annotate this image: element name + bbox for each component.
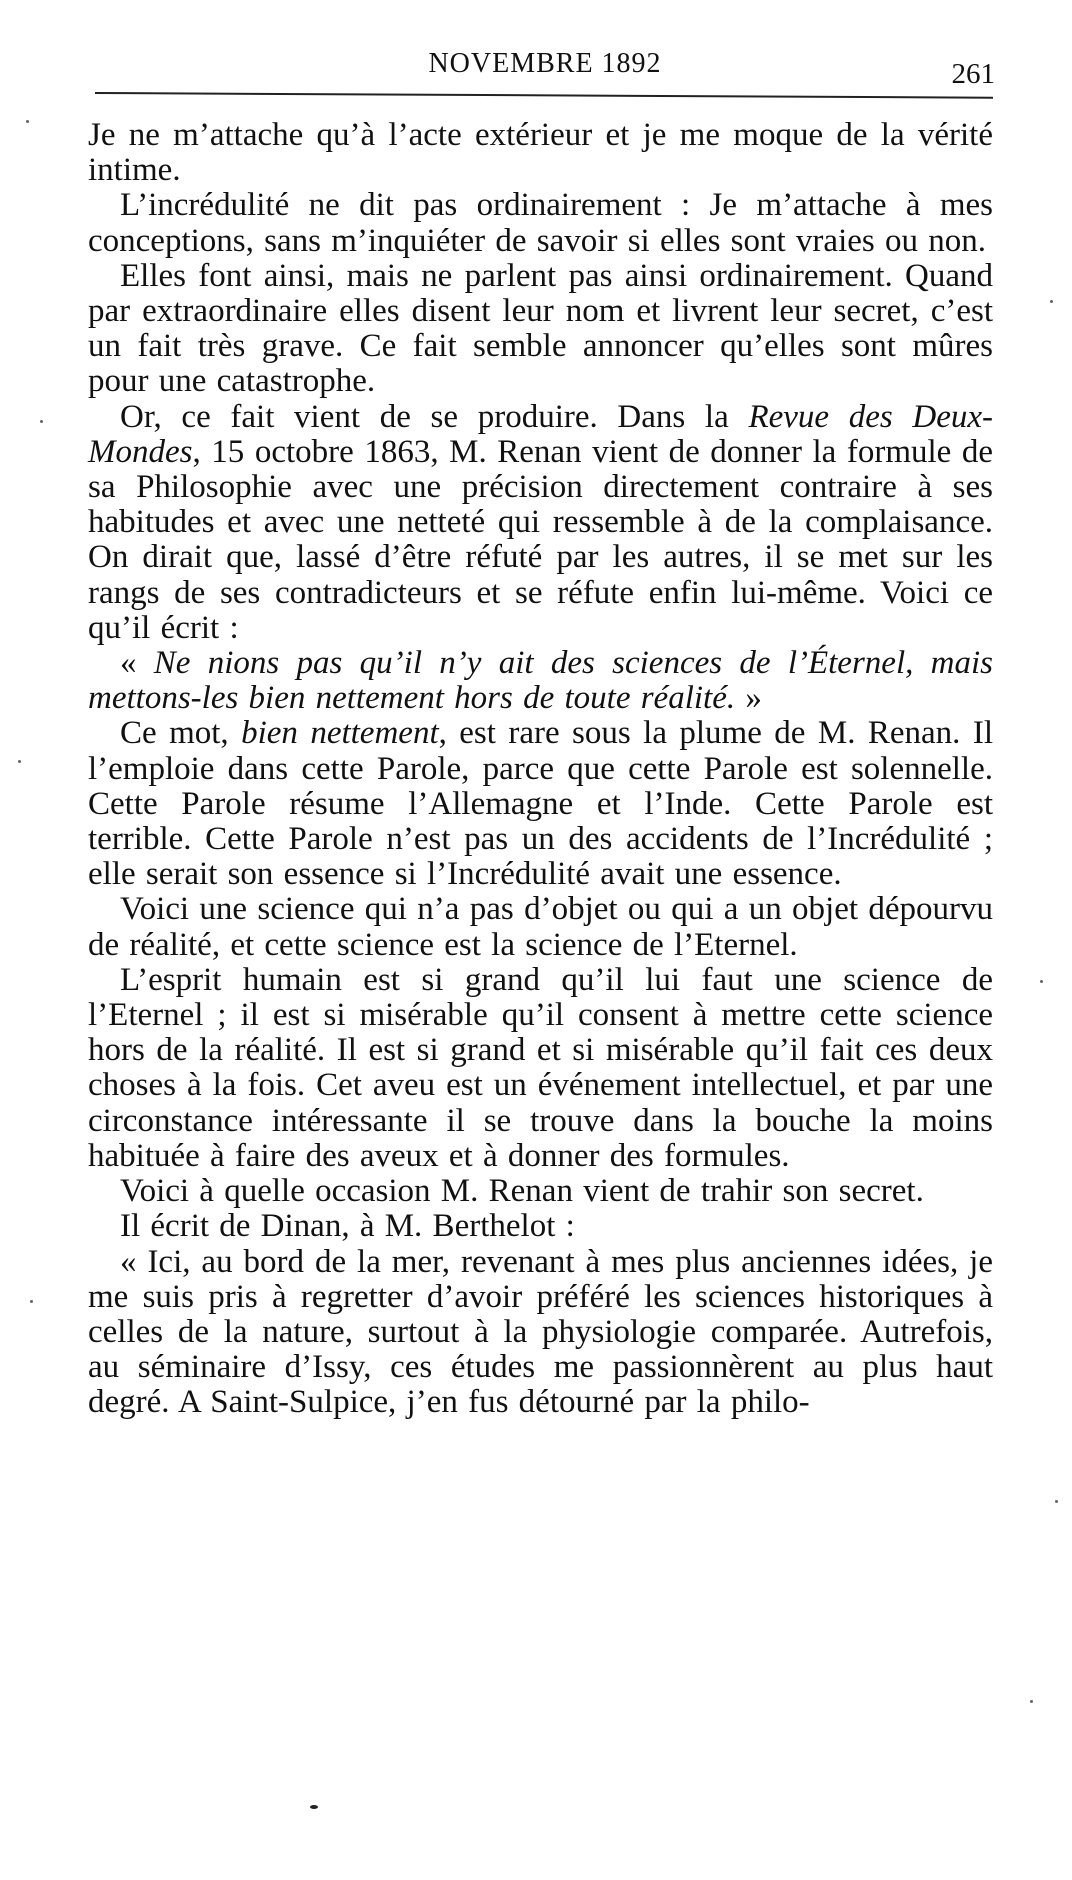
text-segment: Or, ce fait vient de se produire. Dans la — [120, 398, 749, 435]
text-segment: » — [735, 680, 762, 717]
scan-speck — [26, 120, 29, 123]
paragraph — [88, 118, 993, 188]
text-segment: Il écrit de Dinan, à M. Berthelot : — [120, 1208, 575, 1245]
running-title: NOVEMBRE 1892 — [428, 48, 662, 79]
scan-speck — [30, 1300, 33, 1303]
page-number: 261 — [951, 58, 995, 90]
paragraph — [88, 1174, 993, 1209]
italic-text: Ne nions pas qu’il n’y ait des sciences de l’Éternel, mais mettons-les bien nettement hors de toute réalité. — [88, 645, 993, 717]
scan-speck — [40, 420, 43, 423]
italic-text: bien nettement — [241, 715, 439, 752]
text-segment: Voici à quelle occasion M. Renan vient de trahir son secret. — [120, 1173, 924, 1210]
paragraph — [88, 400, 993, 646]
paragraph — [88, 1209, 993, 1244]
text-segment: Voici une science qui n’a pas d’objet ou qui a un objet dépourvu de réalité, et cette science est la science de l’Eternel. — [88, 891, 993, 963]
paragraph — [88, 963, 993, 1174]
scan-speck — [1030, 1700, 1033, 1703]
italic-text: Revue des Deux-Mondes — [88, 398, 993, 470]
text-segment: « — [120, 645, 154, 682]
scan-speck — [310, 1805, 318, 1809]
paragraph — [88, 892, 993, 962]
text-segment: , 15 octobre 1863, M. Renan vient de donner la formule de sa Philosophie avec une précision directement contraire à ses habitudes et avec une netteté qui ressemble à de la complaisance. On dirait que, lassé d’être réfuté par les autres, il se met sur les rangs de ses contradicteurs et se réfute enfin lui-même. Voici ce qu’il écrit : — [88, 433, 993, 646]
text-segment: « Ici, au bord de la mer, revenant à mes plus anciennes idées, je me suis pris à regretter d’avoir préféré les sciences historiques à celles de la nature, surtout à la physiologie comparée. Autrefois, au séminaire d’Issy, ces études me passionnèrent au plus haut degré. A Saint-Sulpice, j’en fus détourné par la philo- — [88, 1243, 993, 1421]
text-segment: Ce mot, — [120, 715, 242, 752]
paragraph — [88, 188, 993, 258]
scan-speck — [18, 760, 21, 763]
scan-speck — [1050, 300, 1053, 303]
paragraph — [88, 1245, 993, 1421]
text-segment: , est rare sous la plume de M. Renan. Il l’emploie dans cette Parole, parce que cette Parole est solennelle. Cette Parole résume l’Allemagne et l’Inde. Cette Parole est terrible. Cette Parole n’est pas un des accidents de l’Incrédulité ; elle serait son essence si l’Incrédulité avait une essence. — [88, 715, 993, 893]
text-segment: L’incrédulité ne dit pas ordinairement : Je m’attache à mes conceptions, sans m’inquiéter de savoir si elles sont vraies ou non. — [88, 187, 993, 259]
body-text — [88, 118, 993, 1421]
text-segment: Elles font ainsi, mais ne parlent pas ainsi ordinairement. Quand par extraordinaire elles disent leur nom et livrent leur secret, c’est un fait très grave. Ce fait semble annoncer qu’elles sont mûres pour une catastrophe. — [88, 257, 993, 400]
paragraph — [88, 259, 993, 400]
header-rule — [95, 92, 993, 99]
text-segment: Je ne m’attache qu’à l’acte extérieur et je me moque de la vérité intime. — [88, 117, 993, 189]
paragraph — [88, 716, 993, 892]
text-segment: L’esprit humain est si grand qu’il lui faut une science de l’Eternel ; il est si misérable qu’il consent à mettre cette science hors de la réalité. Il est si grand et si misérable qu’il fait ces deux choses à la fois. Cet aveu est un événement intellectuel, et par une circonstance intéressante il se trouve dans la bouche la moins habituée à faire des aveux et à donner des formules. — [88, 961, 993, 1174]
scan-speck — [1055, 1500, 1058, 1503]
paragraph — [88, 646, 993, 716]
scan-speck — [1040, 980, 1043, 983]
page-header — [95, 48, 995, 88]
